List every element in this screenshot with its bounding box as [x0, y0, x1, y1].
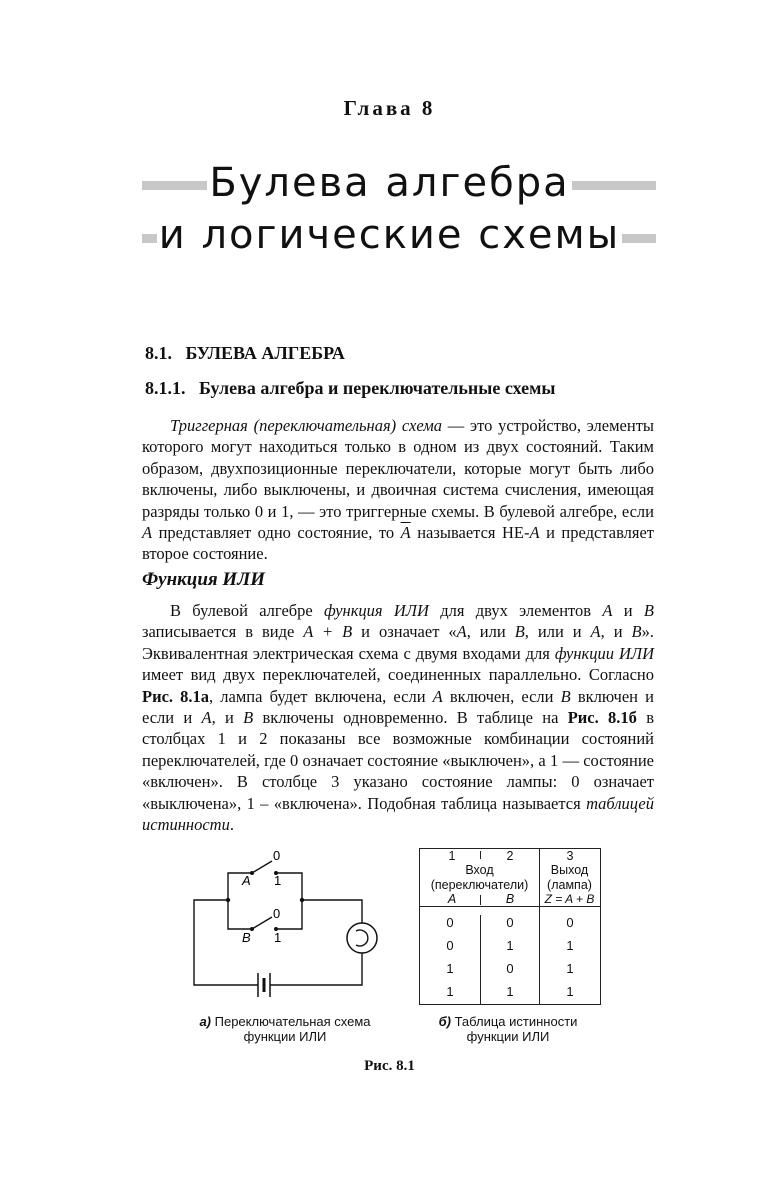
- var-b: B: [514, 622, 525, 642]
- var-a: A: [201, 708, 212, 728]
- chapter-label: Глава 8: [343, 96, 436, 120]
- caption-b-text2: функции ИЛИ: [466, 1029, 550, 1044]
- term-truth-table: таблицей истинности: [142, 793, 654, 835]
- para2-text: , и: [600, 622, 632, 642]
- col-number-1: 1: [448, 849, 456, 863]
- chapter-title-line2: [0, 212, 779, 258]
- col-z-header: Z = A + B: [544, 892, 595, 906]
- var-b: B: [243, 708, 254, 728]
- var-a: A: [432, 686, 443, 706]
- var-a: A: [529, 523, 540, 543]
- truth-table: [419, 848, 601, 1005]
- para2-text: для двух элементов: [428, 601, 603, 620]
- para1-text: называется НЕ-: [410, 523, 530, 543]
- lamp-icon: [347, 923, 377, 953]
- caption-a: [180, 1014, 390, 1044]
- term-or-function: функция ИЛИ: [324, 601, 429, 620]
- switch-b-label: B: [242, 930, 251, 945]
- para2-text: включен, если: [442, 686, 561, 706]
- para1-text: представляет одно состояние, то: [152, 523, 401, 543]
- para2-text: записывается в виде: [142, 622, 304, 642]
- var-a: A: [456, 622, 467, 642]
- para2-text: , или и: [524, 622, 591, 642]
- paragraph-or: [142, 600, 654, 835]
- figure-ref: Рис. 8.1б: [567, 708, 637, 728]
- caption-a-text: Переключательная схема: [211, 1014, 371, 1029]
- col-b-header: B: [505, 892, 515, 906]
- para2-text: включены одновременно. В таблице на: [253, 708, 568, 728]
- var-a: A: [590, 622, 601, 642]
- title-text-2: и логические схемы: [158, 212, 621, 258]
- para2-text: В булевой алгебре: [170, 601, 325, 620]
- caption-b-text: Таблица истинности: [450, 1014, 578, 1029]
- table-cell: 1: [446, 984, 454, 999]
- table-cell: 0: [566, 915, 574, 930]
- or-function-heading: Функция ИЛИ: [142, 569, 266, 590]
- para1-text: и представляет второе состояние.: [142, 523, 654, 564]
- col-number-2: 2: [506, 849, 514, 863]
- subsection-heading: [145, 378, 555, 399]
- var-b: B: [643, 601, 654, 620]
- para2-text: , и: [211, 708, 244, 728]
- var-b: B: [560, 686, 571, 706]
- output-subheader: (лампа): [547, 878, 592, 892]
- title-text-1: Булева алгебра: [209, 160, 570, 206]
- para2-text: и: [612, 601, 644, 620]
- section-title: БУЛЕВА АЛГЕБРА: [185, 343, 345, 363]
- table-cell: 1: [566, 984, 574, 999]
- table-cell: 1: [506, 984, 514, 999]
- var-a: A: [602, 601, 613, 620]
- or-circuit-diagram: [190, 845, 390, 1005]
- table-cell: 0: [446, 915, 454, 930]
- switch-a-label: A: [242, 873, 251, 888]
- para2-text: , лампа будет включена, если: [209, 686, 433, 706]
- junction-dot: [226, 898, 230, 902]
- subsection-number: 8.1.1.: [145, 378, 186, 398]
- var-b: B: [631, 622, 642, 642]
- para2-text: имеет вид двух переключателей, соединенных параллельно. Согласно: [142, 665, 654, 685]
- caption-a-label: а): [199, 1014, 212, 1029]
- col-a-header: A: [447, 892, 457, 906]
- table-cell: 1: [506, 938, 514, 953]
- battery-icon: [258, 973, 270, 997]
- caption-b-label: б): [438, 1014, 451, 1029]
- para2-text: .: [229, 815, 234, 835]
- paragraph-trigger: [142, 415, 654, 565]
- para2-text: включен и если и: [142, 686, 654, 728]
- var-a-bar: $\overline{A}$: [400, 523, 411, 543]
- output-header: Выход: [550, 863, 589, 877]
- para2-text: в столбцах 1 и 2 показаны все возможные комбинации состояний переключателей, где 0 означает состояние «выключен», а 1 — состояние «включен». В столбце 3 указано состояние лампы: 0 означает «выключена», 1 – «включена». Подобная таблица называется: [142, 708, 654, 813]
- caption-b: [408, 1014, 608, 1044]
- var-a: A: [142, 523, 153, 543]
- section-number: 8.1.: [145, 343, 172, 363]
- para2-text: ». Эквивалентная электрическая схема с двумя входами для: [142, 622, 655, 663]
- expr-a-plus-b: A + B: [303, 622, 353, 642]
- switch-a-off-label: 0: [273, 848, 281, 863]
- table-cell: 1: [566, 961, 574, 976]
- figure-ref: Рис. 8.1а: [142, 686, 210, 706]
- para2-text: и означает «: [352, 622, 457, 642]
- term-trigger: Триггерная (переключательная) схема: [170, 416, 443, 435]
- term-or-function: функции ИЛИ: [554, 643, 655, 663]
- figure-number: Рис. 8.1: [364, 1058, 415, 1074]
- para2-text: , или: [466, 622, 515, 642]
- switch-a-on-label: 1: [274, 873, 282, 888]
- switch-b-on-label: 1: [274, 930, 282, 945]
- col-number-3: 3: [566, 849, 574, 863]
- table-divider: [480, 915, 481, 1004]
- switch-b-off-label: 0: [273, 906, 281, 921]
- table-cell: 0: [446, 938, 454, 953]
- para1-text: — это устройство, элементы которого могут находиться только в одном из двух состояний. Таким образом, двухпозиционные переключатели, которые могут быть либо включены, либо выключены, и двоичная система счисления, имеющая разряды только 0 и 1, — это триггерные схемы. В булевой алгебре, если: [142, 416, 654, 521]
- caption-a-text2: функции ИЛИ: [243, 1029, 327, 1044]
- table-cell: 1: [446, 961, 454, 976]
- table-cell: 0: [506, 961, 514, 976]
- table-cell: 0: [506, 915, 514, 930]
- table-divider: [480, 895, 481, 905]
- chapter-title-line1: [0, 160, 779, 206]
- junction-dot: [300, 898, 304, 902]
- table-cell: 1: [566, 938, 574, 953]
- table-header-rule: [420, 906, 600, 907]
- section-heading: [145, 343, 345, 364]
- input-subheader: (переключатели): [430, 878, 529, 892]
- input-header: Вход: [465, 863, 494, 877]
- subsection-title: Булева алгебра и переключательные схемы: [199, 378, 556, 398]
- table-divider: [480, 851, 481, 859]
